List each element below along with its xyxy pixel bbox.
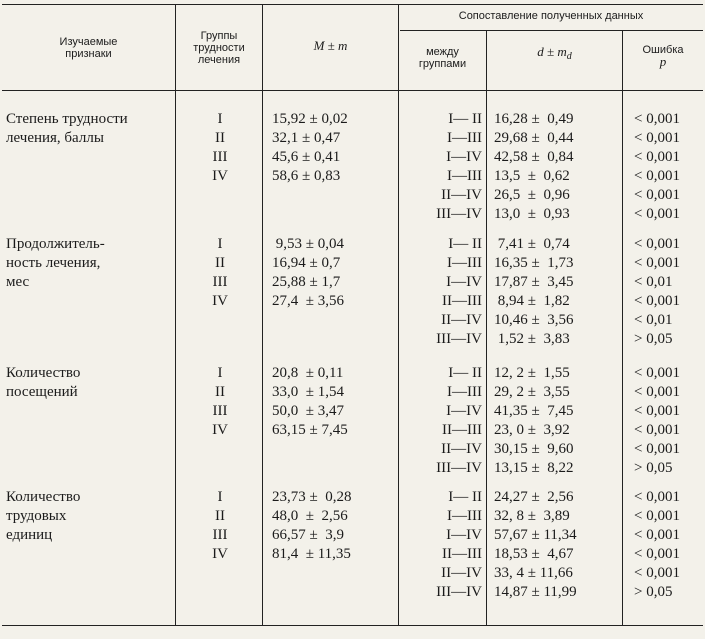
group-cell: II (215, 255, 225, 271)
feature-label-line: Количество (6, 489, 81, 505)
diff-cell: 33, 4 ± 11,66 (494, 565, 573, 581)
diff-cell: 41,35 ± 7,45 (494, 403, 574, 419)
group-cell: II (215, 130, 225, 146)
pair-cell-column (400, 110, 482, 224)
col-divider-1 (175, 4, 176, 626)
mean-cell: 20,8 ± 0,11 (272, 365, 344, 381)
pair-cell: II—IV (441, 441, 482, 457)
mean-cell: 32,1 ± 0,47 (272, 130, 341, 146)
pair-cell: I— II (448, 236, 482, 252)
header-bottom-rule (2, 90, 703, 91)
p-value-cell: < 0,01 (634, 312, 673, 328)
pair-cell: I—III (447, 168, 482, 184)
mean-cell: 48,0 ± 2,56 (272, 508, 348, 524)
pair-cell: I—IV (446, 274, 482, 290)
pair-cell: I— II (448, 111, 482, 127)
header-between (399, 46, 486, 70)
p-value-cell: > 0,05 (634, 460, 673, 476)
header-error-symbol: p (659, 54, 667, 69)
pair-cell: I—IV (446, 149, 482, 165)
group-cell: IV (212, 422, 228, 438)
p-value-cell: < 0,001 (634, 403, 680, 419)
pair-cell: II—III (442, 422, 482, 438)
header-diff-label: d ± m (537, 44, 567, 59)
col-divider-2 (262, 4, 263, 626)
group-cell: IV (212, 293, 228, 309)
diff-cell-column (494, 110, 618, 224)
diff-cell-column (494, 235, 618, 349)
mean-cell: 66,57 ± 3,9 (272, 527, 344, 543)
mean-cell-column (272, 488, 400, 564)
header-groups (176, 30, 262, 66)
pair-cell: I—III (447, 508, 482, 524)
p-value-cell: < 0,001 (634, 111, 680, 127)
feature-label-line: единиц (6, 527, 53, 543)
pair-cell: I—III (447, 255, 482, 271)
mean-cell: 9,53 ± 0,04 (272, 236, 344, 252)
feature-label-line: ность лечения, (6, 255, 101, 271)
p-value-cell: < 0,001 (634, 565, 680, 581)
header-feature-line: признаки (65, 48, 112, 60)
header-feature (2, 36, 175, 60)
col-divider-4 (486, 30, 487, 626)
group-cell-column (180, 235, 260, 311)
header-error (623, 44, 703, 69)
group-cell: III (212, 274, 228, 290)
col-divider-5 (622, 30, 623, 626)
mean-cell: 23,73 ± 0,28 (272, 489, 352, 505)
pair-cell: I— II (448, 365, 482, 381)
feature-label-line: Продолжитель- (6, 236, 105, 252)
p-value-cell: < 0,001 (634, 508, 680, 524)
pair-cell: III—IV (436, 206, 482, 222)
p-value-cell: < 0,001 (634, 489, 680, 505)
p-value-cell: < 0,001 (634, 168, 680, 184)
header-groups-line: лечения (197, 54, 241, 66)
feature-label-line: Количество (6, 365, 81, 381)
p-value-cell: > 0,05 (634, 584, 673, 600)
header-error-line: Ошибка (642, 44, 684, 56)
diff-cell: 24,27 ± 2,56 (494, 489, 574, 505)
diff-cell: 42,58 ± 0,84 (494, 149, 574, 165)
group-cell: I (217, 111, 223, 127)
group-cell: I (217, 365, 223, 381)
mean-cell: 27,4 ± 3,56 (272, 293, 344, 309)
p-value-cell: < 0,001 (634, 187, 680, 203)
p-value-cell: < 0,001 (634, 365, 680, 381)
diff-cell: 7,41 ± 0,74 (494, 236, 570, 252)
feature-label (6, 488, 174, 545)
group-cell: III (212, 527, 228, 543)
feature-label-line: трудовых (6, 508, 67, 524)
p-value-cell-column (634, 364, 704, 478)
mean-cell: 25,88 ± 1,7 (272, 274, 341, 290)
pair-cell: II—III (442, 293, 482, 309)
pair-cell: III—IV (436, 331, 482, 347)
pair-cell: I— II (448, 489, 482, 505)
header-between-line: между (426, 46, 459, 58)
bottom-rule (2, 625, 703, 626)
p-value-cell-column (634, 235, 704, 349)
header-feature-line: Изучаемые (59, 36, 118, 48)
group-cell: III (212, 403, 228, 419)
feature-label-line: Степень трудности (6, 111, 128, 127)
group-cell: IV (212, 168, 228, 184)
mean-cell-column (272, 364, 400, 440)
pair-cell-column (400, 488, 482, 602)
mean-cell: 16,94 ± 0,7 (272, 255, 341, 271)
diff-cell: 12, 2 ± 1,55 (494, 365, 570, 381)
diff-cell: 14,87 ± 11,99 (494, 584, 577, 600)
diff-cell: 13,5 ± 0,62 (494, 168, 570, 184)
diff-cell: 13,15 ± 8,22 (494, 460, 574, 476)
header-diff-subscript: d (566, 51, 572, 63)
diff-cell: 29, 2 ± 3,55 (494, 384, 570, 400)
diff-cell: 23, 0 ± 3,92 (494, 422, 570, 438)
diff-cell: 10,46 ± 3,56 (494, 312, 574, 328)
p-value-cell: < 0,001 (634, 255, 680, 271)
mean-cell: 45,6 ± 0,41 (272, 149, 341, 165)
diff-cell: 32, 8 ± 3,89 (494, 508, 570, 524)
diff-cell: 17,87 ± 3,45 (494, 274, 574, 290)
group-cell: I (217, 236, 223, 252)
mean-cell-column (272, 110, 400, 186)
diff-cell: 29,68 ± 0,44 (494, 130, 574, 146)
feature-label (6, 235, 174, 292)
group-cell: II (215, 384, 225, 400)
diff-cell: 1,52 ± 3,83 (494, 331, 570, 347)
pair-cell: II—III (442, 546, 482, 562)
header-between-line: группами (418, 58, 467, 70)
p-value-cell-column (634, 110, 704, 224)
mean-cell: 50,0 ± 3,47 (272, 403, 344, 419)
top-rule (2, 4, 703, 5)
mean-cell: 63,15 ± 7,45 (272, 422, 348, 438)
feature-label-line: посещений (6, 384, 78, 400)
p-value-cell: < 0,001 (634, 130, 680, 146)
p-value-cell: < 0,001 (634, 422, 680, 438)
group-cell-column (180, 364, 260, 440)
header-diff (487, 46, 622, 63)
feature-label (6, 364, 174, 402)
diff-cell-column (494, 488, 618, 602)
p-value-cell: < 0,01 (634, 274, 673, 290)
sub-header-rule (400, 30, 703, 31)
pair-cell-column (400, 364, 482, 478)
p-value-cell: < 0,001 (634, 527, 680, 543)
pair-cell: I—III (447, 384, 482, 400)
diff-cell: 16,35 ± 1,73 (494, 255, 574, 271)
p-value-cell: < 0,001 (634, 384, 680, 400)
header-mean (263, 40, 398, 53)
header-mean-label: M ± m (313, 38, 348, 53)
pair-cell: III—IV (436, 460, 482, 476)
mean-cell: 15,92 ± 0,02 (272, 111, 348, 127)
pair-cell: I—III (447, 130, 482, 146)
group-cell-column (180, 110, 260, 186)
p-value-cell: < 0,001 (634, 149, 680, 165)
diff-cell: 8,94 ± 1,82 (494, 293, 570, 309)
header-groups-line: трудности (193, 42, 245, 54)
pair-cell: I—IV (446, 403, 482, 419)
mean-cell: 58,6 ± 0,83 (272, 168, 341, 184)
mean-cell-column (272, 235, 400, 311)
pair-cell-column (400, 235, 482, 349)
pair-cell: II—IV (441, 187, 482, 203)
pair-cell: III—IV (436, 584, 482, 600)
mean-cell: 81,4 ± 11,35 (272, 546, 351, 562)
p-value-cell: < 0,001 (634, 236, 680, 252)
pair-cell: II—IV (441, 312, 482, 328)
feature-label-line: мес (6, 274, 30, 290)
mean-cell: 33,0 ± 1,54 (272, 384, 344, 400)
header-groups-line: Группы (200, 30, 238, 42)
p-value-cell: < 0,001 (634, 441, 680, 457)
feature-label (6, 110, 174, 148)
p-value-cell: > 0,05 (634, 331, 673, 347)
p-value-cell: < 0,001 (634, 546, 680, 562)
diff-cell: 13,0 ± 0,93 (494, 206, 570, 222)
diff-cell: 16,28 ± 0,49 (494, 111, 574, 127)
diff-cell: 26,5 ± 0,96 (494, 187, 570, 203)
group-cell: III (212, 149, 228, 165)
diff-cell: 57,67 ± 11,34 (494, 527, 577, 543)
pair-cell: II—IV (441, 565, 482, 581)
diff-cell: 30,15 ± 9,60 (494, 441, 574, 457)
p-value-cell: < 0,001 (634, 293, 680, 309)
header-comparison: Сопоставление полученных данных (458, 10, 644, 22)
group-cell: IV (212, 546, 228, 562)
feature-label-line: лечения, баллы (6, 130, 104, 146)
group-cell: I (217, 489, 223, 505)
pair-cell: I—IV (446, 527, 482, 543)
p-value-cell: < 0,001 (634, 206, 680, 222)
diff-cell-column (494, 364, 618, 478)
group-cell: II (215, 508, 225, 524)
group-cell-column (180, 488, 260, 564)
diff-cell: 18,53 ± 4,67 (494, 546, 574, 562)
p-value-cell-column (634, 488, 704, 602)
